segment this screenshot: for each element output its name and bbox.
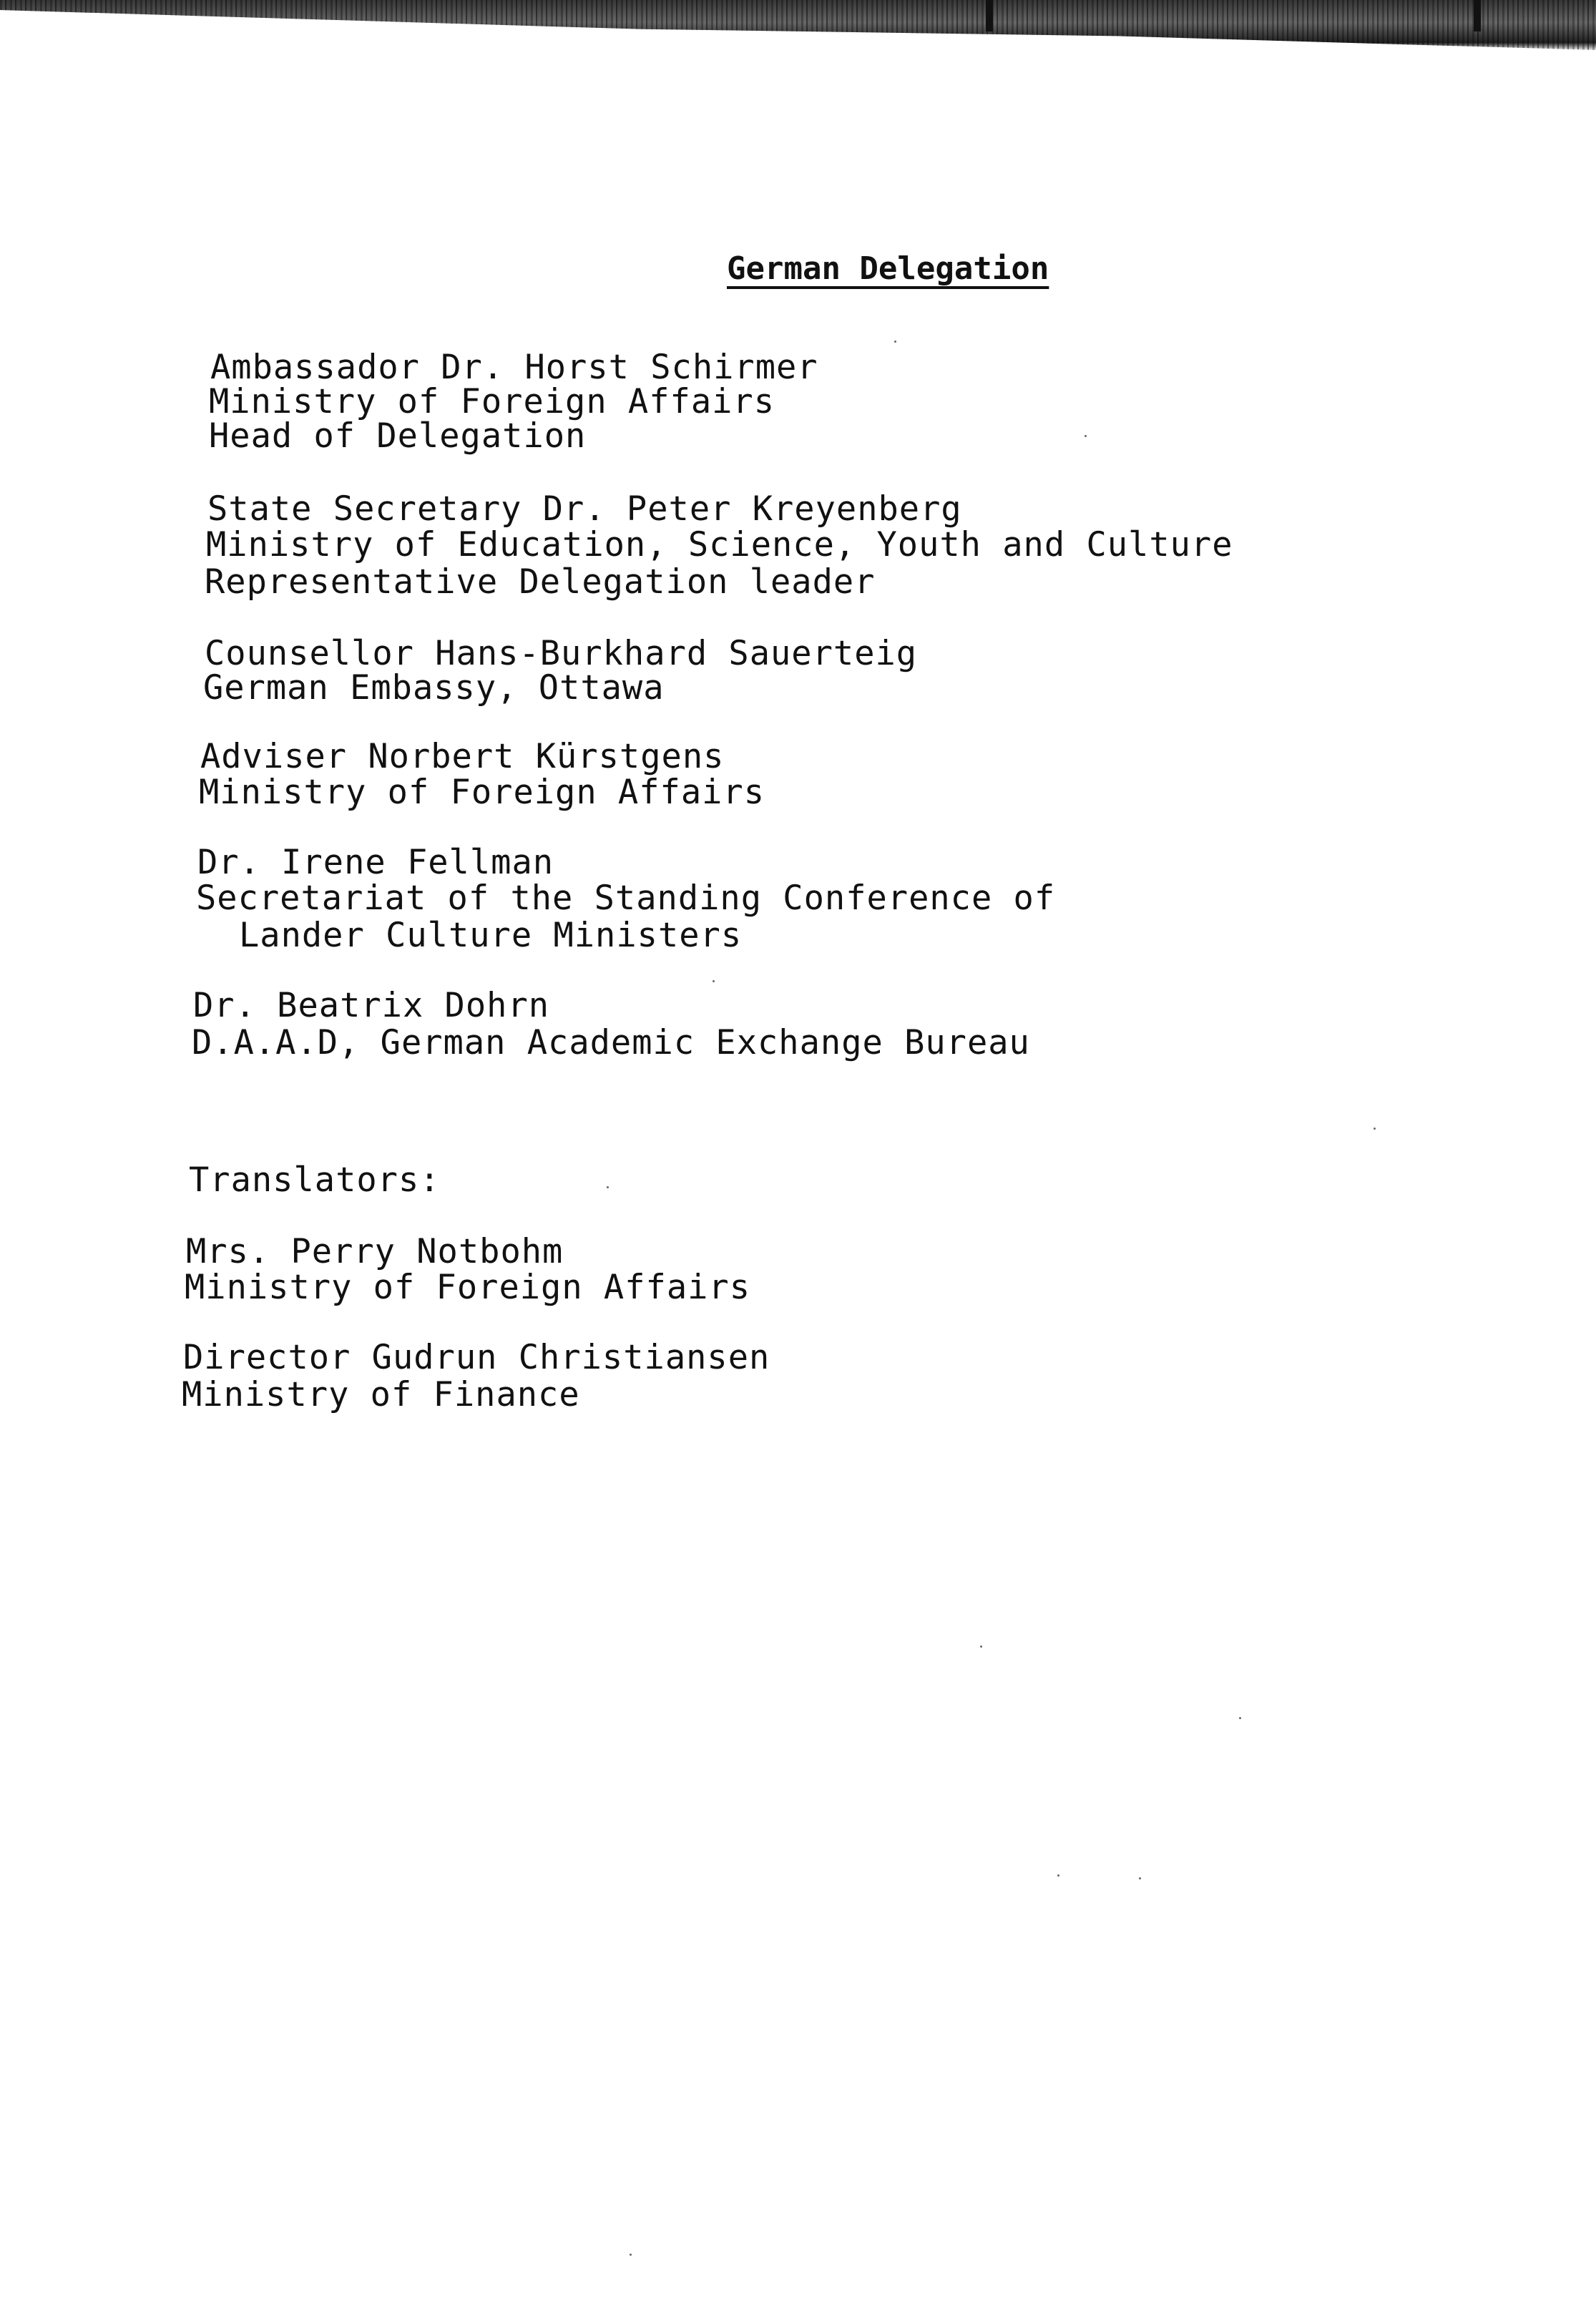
delegate-affiliation: Ministry of Foreign Affairs — [209, 382, 775, 421]
translator-affiliation: Ministry of Foreign Affairs — [185, 1268, 751, 1307]
translator-affiliation: Ministry of Finance — [182, 1375, 580, 1414]
document-title: German Delegation — [727, 250, 1049, 287]
delegate-affiliation: Ministry of Foreign Affairs — [199, 773, 765, 812]
delegate-affiliation: D.A.A.D, German Academic Exchange Bureau — [192, 1023, 1030, 1062]
translators-heading: Translators: — [189, 1160, 441, 1200]
scan-speck — [1085, 435, 1087, 437]
delegate-name: State Secretary Dr. Peter Kreyenberg — [207, 489, 962, 529]
scan-speck — [713, 980, 715, 982]
scan-speck — [980, 1645, 982, 1648]
delegate-name: Adviser Norbert Kürstgens — [200, 737, 725, 776]
scan-mark — [1474, 0, 1481, 31]
delegate-affiliation: German Embassy, Ottawa — [203, 668, 665, 708]
delegate-affiliation: Lander Culture Ministers — [239, 916, 743, 955]
scan-speck — [894, 341, 896, 343]
translator-name: Mrs. Perry Notbohm — [186, 1232, 564, 1271]
delegate-role: Representative Delegation leader — [205, 562, 876, 602]
delegate-name: Ambassador Dr. Horst Schirmer — [210, 348, 818, 387]
delegate-affiliation: Secretariat of the Standing Conference of — [196, 879, 1056, 918]
delegate-name: Counsellor Hans-Burkhard Sauerteig — [205, 634, 918, 673]
scan-speck — [1057, 1874, 1059, 1877]
delegate-affiliation: Ministry of Education, Science, Youth and Culture — [206, 525, 1233, 564]
delegate-role: Head of Delegation — [209, 416, 587, 456]
delegate-name: Dr. Beatrix Dohrn — [193, 986, 550, 1025]
scan-mark — [986, 0, 993, 31]
scan-speck — [630, 2254, 632, 2256]
delegate-name: Dr. Irene Fellman — [197, 843, 554, 882]
scan-speck — [1374, 1128, 1376, 1130]
scan-speck — [1239, 1717, 1241, 1719]
translator-name: Director Gudrun Christiansen — [183, 1338, 770, 1377]
scan-speck — [1139, 1877, 1141, 1879]
scan-border — [0, 0, 1596, 50]
scan-speck — [607, 1186, 609, 1188]
